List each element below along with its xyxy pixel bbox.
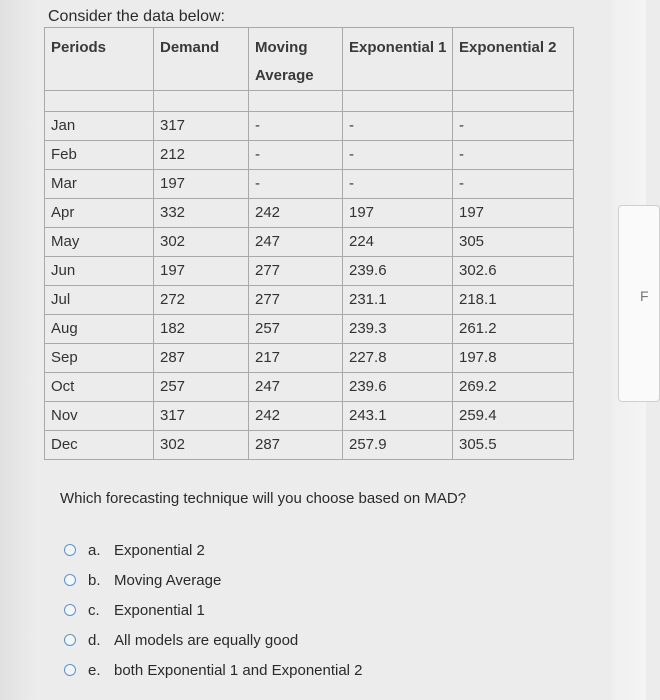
table-cell: 239.6: [343, 373, 453, 402]
table-cell: 287: [154, 344, 249, 373]
table-cell: 224: [343, 228, 453, 257]
table-cell: Jun: [45, 257, 154, 286]
option-c[interactable]: [64, 595, 363, 625]
table-cell: 217: [249, 344, 343, 373]
table-cell: 259.4: [453, 402, 574, 431]
table-cell: 317: [154, 402, 249, 431]
table-cell: 332: [154, 199, 249, 228]
option-label: both Exponential 1 and Exponential 2: [114, 661, 363, 679]
table-row: [45, 199, 574, 228]
table-row: [45, 315, 574, 344]
table-cell: 287: [249, 431, 343, 460]
option-label: Exponential 2: [114, 541, 205, 559]
table-cell: 261.2: [453, 315, 574, 344]
table-cell: Nov: [45, 402, 154, 431]
table-cell: 239.6: [343, 257, 453, 286]
table-cell: 277: [249, 257, 343, 286]
table-cell: 305.5: [453, 431, 574, 460]
header-exponential-2: Exponential 2: [453, 28, 574, 91]
table-cell: Jul: [45, 286, 154, 315]
table-row: [45, 431, 574, 460]
option-d[interactable]: [64, 625, 363, 655]
table-cell: -: [249, 112, 343, 141]
option-b[interactable]: [64, 565, 363, 595]
table-cell: -: [453, 170, 574, 199]
option-label: All models are equally good: [114, 631, 299, 649]
table-cell: -: [343, 112, 453, 141]
table-row: [45, 402, 574, 431]
table-cell: -: [343, 141, 453, 170]
table-cell: -: [343, 170, 453, 199]
table-row: [45, 170, 574, 199]
table-cell: 257: [249, 315, 343, 344]
table-cell: Oct: [45, 373, 154, 402]
table-row: [45, 257, 574, 286]
table-cell: Jan: [45, 112, 154, 141]
option-letter: d.: [88, 631, 101, 649]
forecast-table: [44, 27, 574, 460]
intro-text: Consider the data below:: [48, 8, 225, 25]
table-cell: 231.1: [343, 286, 453, 315]
side-panel[interactable]: [618, 205, 660, 402]
header-exponential-1: Exponential 1: [343, 28, 453, 91]
radio-button-icon[interactable]: [64, 604, 76, 616]
table-row: [45, 373, 574, 402]
side-panel-glyph: F: [640, 288, 649, 304]
table-cell: 247: [249, 373, 343, 402]
table-cell: 182: [154, 315, 249, 344]
table-cell: [249, 91, 343, 112]
table-cell: 197: [154, 257, 249, 286]
table-cell: -: [249, 141, 343, 170]
table-cell: 305: [453, 228, 574, 257]
table-cell: 197: [343, 199, 453, 228]
answer-options: [64, 535, 363, 685]
table-cell: 247: [249, 228, 343, 257]
table-cell: [343, 91, 453, 112]
option-a[interactable]: [64, 535, 363, 565]
table-cell: [453, 91, 574, 112]
table-cell: 242: [249, 199, 343, 228]
table-row: [45, 228, 574, 257]
table-cell: 242: [249, 402, 343, 431]
option-label: Moving Average: [114, 571, 222, 589]
table-header-row: [45, 28, 574, 91]
table-cell: 302: [154, 228, 249, 257]
table-cell: Apr: [45, 199, 154, 228]
radio-button-icon[interactable]: [64, 574, 76, 586]
table-cell: 243.1: [343, 402, 453, 431]
table-cell: 257.9: [343, 431, 453, 460]
header-periods: Periods: [45, 28, 154, 91]
radio-button-icon[interactable]: [64, 634, 76, 646]
table-cell: 239.3: [343, 315, 453, 344]
option-letter: b.: [88, 571, 101, 589]
option-label: Exponential 1: [114, 601, 205, 619]
table-cell: 218.1: [453, 286, 574, 315]
table-cell: May: [45, 228, 154, 257]
table-cell: 212: [154, 141, 249, 170]
table-cell: Mar: [45, 170, 154, 199]
spacer-row: [45, 91, 574, 112]
header-demand: Demand: [154, 28, 249, 91]
table-row: [45, 141, 574, 170]
table-cell: 197: [154, 170, 249, 199]
option-letter: c.: [88, 601, 100, 619]
table-cell: 269.2: [453, 373, 574, 402]
table-cell: -: [249, 170, 343, 199]
table-cell: 302: [154, 431, 249, 460]
table-cell: Feb: [45, 141, 154, 170]
table-cell: Sep: [45, 344, 154, 373]
table-cell: -: [453, 141, 574, 170]
table-row: [45, 112, 574, 141]
option-e[interactable]: [64, 655, 363, 685]
table-cell: 197: [453, 199, 574, 228]
option-letter: e.: [88, 661, 101, 679]
header-moving-average: Moving Average: [249, 28, 343, 91]
radio-button-icon[interactable]: [64, 664, 76, 676]
table-cell: 302.6: [453, 257, 574, 286]
table-cell: 277: [249, 286, 343, 315]
table-cell: [45, 91, 154, 112]
table-cell: Aug: [45, 315, 154, 344]
table-cell: 197.8: [453, 344, 574, 373]
table-row: [45, 286, 574, 315]
table-cell: 227.8: [343, 344, 453, 373]
table-cell: 257: [154, 373, 249, 402]
table-cell: 272: [154, 286, 249, 315]
table-cell: -: [453, 112, 574, 141]
option-letter: a.: [88, 541, 101, 559]
question-text: Which forecasting technique will you choose based on MAD?: [60, 490, 467, 507]
table-row: [45, 344, 574, 373]
left-shadow: [0, 0, 36, 700]
radio-button-icon[interactable]: [64, 544, 76, 556]
table-cell: Dec: [45, 431, 154, 460]
table-cell: 317: [154, 112, 249, 141]
table-cell: [154, 91, 249, 112]
